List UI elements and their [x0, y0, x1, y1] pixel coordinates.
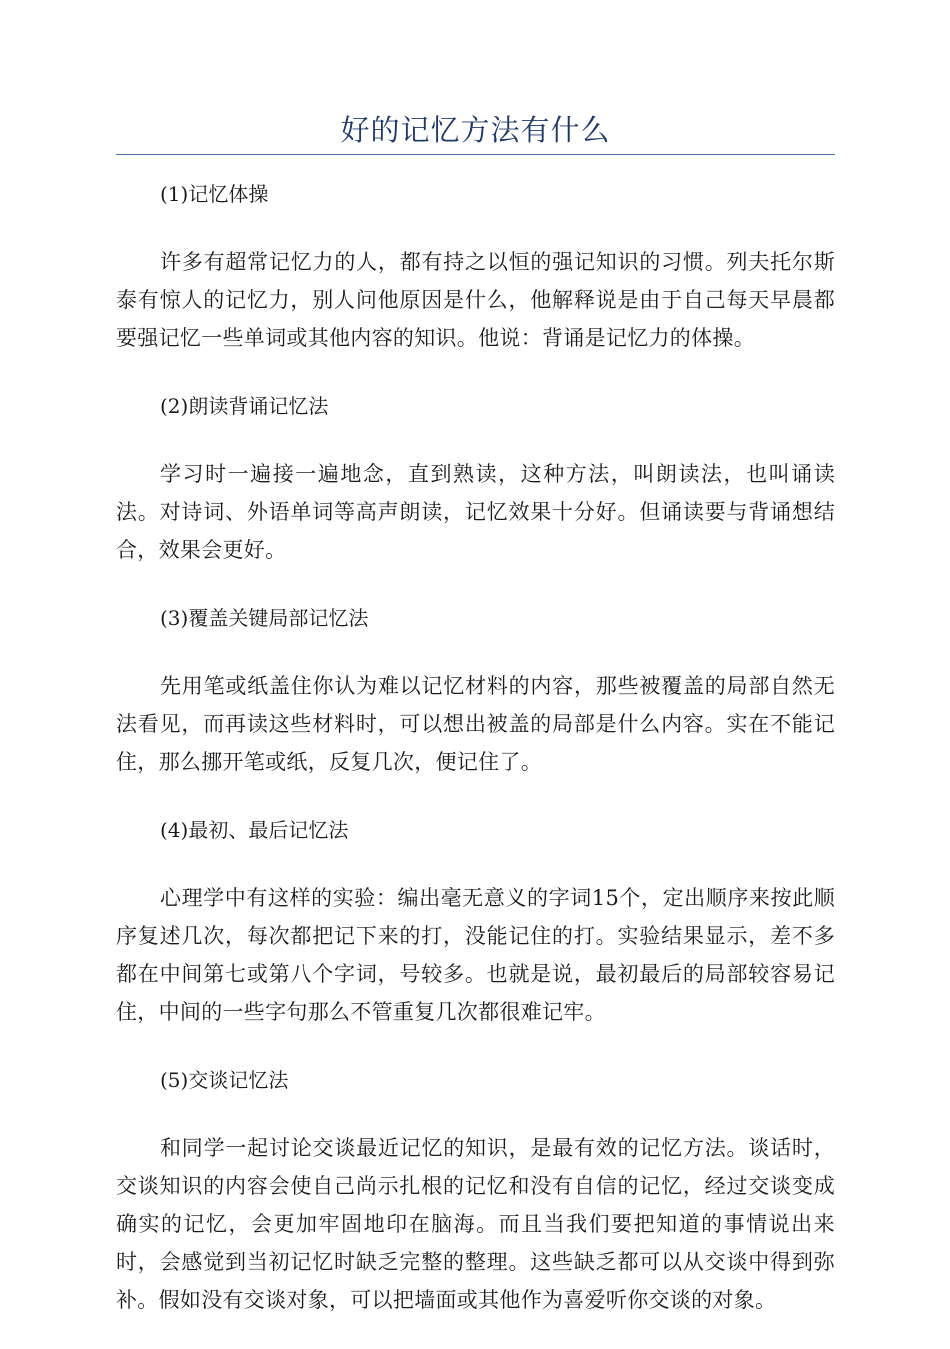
document-body: [116, 175, 835, 1349]
section-paragraph: 心理学中有这样的实验：编出毫无意义的字词15个，定出顺序来按此顺序复述几次，每次都把记下来的打，没能记住的打。实验结果显示，差不多都在中间第七或第八个字词，号较多。也就是说，最初最后的局部较容易记住，中间的一些字句那么不管重复几次都很难记牢。: [116, 886, 835, 1024]
section-paragraph: 和同学一起讨论交谈最近记忆的知识，是最有效的记忆方法。谈话时，交谈知识的内容会使自己尚示扎根的记忆和没有自信的记忆，经过交谈变成确实的记忆，会更加牢固地印在脑海。而且当我们要把知道的事情说出来时，会感觉到当初记忆时缺乏完整的整理。这些缺乏都可以从交谈中得到弥补。假如没有交谈对象，可以把墙面或其他作为喜爱听你交谈的对象。: [116, 1136, 835, 1312]
section-heading: (2)朗读背诵记忆法: [160, 394, 329, 418]
section-heading: (3)覆盖关键局部记忆法: [160, 606, 369, 630]
section-paragraph: 许多有超常记忆力的人，都有持之以恒的强记知识的习惯。列夫托尔斯泰有惊人的记忆力，别人问他原因是什么，他解释说是由于自己每天早晨都要强记忆一些单词或其他内容的知识。他说：背诵是记忆力的体操。: [116, 250, 835, 350]
section-heading: (4)最初、最后记忆法: [160, 818, 349, 842]
section-paragraph: 先用笔或纸盖住你认为难以记忆材料的内容，那些被覆盖的局部自然无法看见，而再读这些材料时，可以想出被盖的局部是什么内容。实在不能记住，那么挪开笔或纸，反复几次，便记住了。: [116, 674, 835, 774]
section-heading: (1)记忆体操: [160, 182, 269, 206]
title-underline: [116, 154, 835, 155]
section-heading: (5)交谈记忆法: [160, 1068, 289, 1092]
document-title: 好的记忆方法有什么: [340, 113, 611, 147]
section-paragraph: 学习时一遍接一遍地念，直到熟读，这种方法，叫朗读法，也叫诵读法。对诗词、外语单词等高声朗读，记忆效果十分好。但诵读要与背诵想结合，效果会更好。: [116, 462, 835, 562]
